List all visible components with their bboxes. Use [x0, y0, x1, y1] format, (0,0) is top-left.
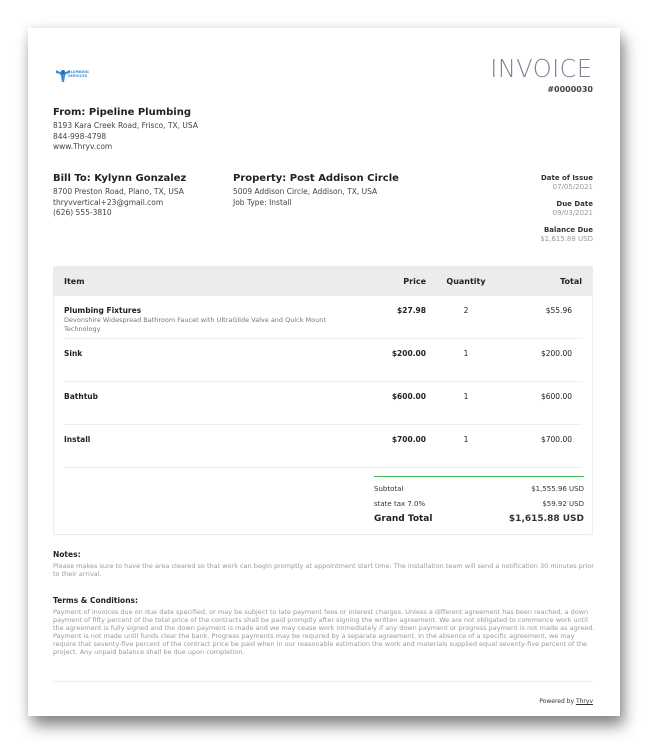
- grand-total-value: $1,615.88 USD: [508, 514, 584, 524]
- invoice-page: [28, 28, 620, 716]
- terms-section: [53, 596, 598, 656]
- issue-date-label: Date of Issue: [540, 174, 593, 182]
- notes-heading: Notes:: [53, 550, 81, 559]
- item-total: $55.96: [545, 306, 572, 315]
- balance-due-label: Balance Due: [543, 226, 593, 234]
- header-quantity: Quantity: [446, 277, 486, 286]
- header-item: Item: [64, 277, 85, 286]
- powered-by-prefix: Powered by: [539, 698, 576, 705]
- table-row: [64, 296, 582, 339]
- thryv-link[interactable]: Thryv: [575, 698, 593, 705]
- invoice-number: #0000030: [547, 85, 593, 94]
- due-date-label: Due Date: [556, 200, 593, 208]
- subtotal-value: $1,555.96 USD: [531, 485, 584, 493]
- item-quantity: 1: [463, 392, 469, 401]
- job-type: Job Type: Install: [233, 197, 292, 207]
- table-row: [64, 425, 582, 468]
- bill-to-phone: (626) 555-3810: [53, 208, 112, 217]
- terms-heading: Terms & Conditions:: [53, 596, 138, 605]
- from-heading: From: Pipeline Plumbing: [53, 107, 191, 118]
- item-total: $200.00: [540, 349, 572, 358]
- item-name: Sink: [64, 349, 83, 358]
- tax-label: state tax 7.0%: [374, 500, 426, 508]
- item-name: Bathtub: [64, 392, 98, 401]
- item-price: $700.00: [391, 435, 426, 444]
- from-address: 8193 Kara Creek Road, Frisco, TX, USA: [53, 121, 198, 130]
- footer-divider: [53, 681, 593, 682]
- subtotal-label: Subtotal: [374, 485, 404, 493]
- item-total: $600.00: [540, 392, 572, 401]
- item-name: Install: [64, 435, 91, 444]
- from-section: [53, 107, 198, 153]
- tax-value: $59.92 USD: [542, 500, 584, 508]
- item-quantity: 1: [463, 435, 469, 444]
- header-total: Total: [560, 277, 582, 286]
- balance-due-value: $1,615.88 USD: [540, 235, 593, 243]
- totals-divider: [374, 476, 584, 477]
- notes-text: Please makes sure to have the area cleared so that work can begin promptly at appointment start time. The installation team will send a notification 30 minutes prior to their arrival.: [53, 562, 594, 578]
- item-total: $700.00: [540, 435, 572, 444]
- table-row: [64, 382, 582, 425]
- due-date-value: 09/03/2021: [552, 209, 593, 217]
- property-heading: Property: Post Addison Circle: [233, 173, 399, 184]
- property-section: [233, 173, 433, 208]
- from-phone: 844-998-4798: [53, 131, 107, 141]
- item-description: Devonshire Widespread Bathroom Faucet with UltraGlide Valve and Quick Mount Technology: [64, 316, 326, 333]
- item-price: $27.98: [397, 306, 426, 315]
- logo-text-line1: PLUMBING: [68, 70, 89, 74]
- from-website[interactable]: www.Thryv.com: [53, 142, 113, 151]
- bill-to-address: 8700 Preston Road, Plano, TX, USA: [53, 187, 184, 196]
- notes-section: [53, 550, 598, 578]
- bill-to-section: [53, 173, 233, 219]
- issue-date-value: 07/05/2021: [552, 183, 593, 191]
- bill-to-email[interactable]: thryvvertical+23@gmail.com: [53, 197, 164, 207]
- invoice-title: INVOICE: [490, 54, 593, 83]
- item-price: $600.00: [391, 392, 426, 401]
- logo-text-line2: SERVICES: [68, 74, 88, 78]
- item-name: Plumbing Fixtures: [64, 306, 142, 315]
- property-address: 5009 Addison Circle, Addison, TX, USA: [233, 187, 378, 196]
- terms-text: Payment of invoices due on due date specified, or may be subject to late payment fees or interest charges. Unless a different agreement has been reached, a down payment of fifty percent of the total price of the contracts shall be paid promptly after signing the written agreement. We are not obligated to commence work until the agreement is fully signed and the down payment is made and we may cease work immediately if any down payment or progress payment is not made as agreed. Payment is not made until funds clear the bank. Progress payments may be required by a separate agreement. In the absence of a specific agreement, we may require that seventy-five percent of the contract price be paid when in our reasonable estimation the work and materials supplied equal seventy-five percent of the project. Any unpaid balance shall be due upon completion.: [53, 608, 595, 656]
- powered-by: [539, 698, 593, 705]
- table-row: [64, 339, 582, 382]
- table-header: [54, 267, 592, 296]
- grand-total-label: Grand Total: [374, 514, 433, 524]
- line-items-table: [53, 266, 593, 535]
- totals-section: [374, 476, 584, 531]
- item-quantity: 2: [463, 306, 469, 315]
- header-price: Price: [403, 277, 426, 286]
- item-price: $200.00: [391, 349, 426, 358]
- bill-to-heading: Bill To: Kylynn Gonzalez: [53, 173, 187, 184]
- item-quantity: 1: [463, 349, 469, 358]
- dates-section: [540, 174, 593, 252]
- company-logo: [54, 66, 100, 84]
